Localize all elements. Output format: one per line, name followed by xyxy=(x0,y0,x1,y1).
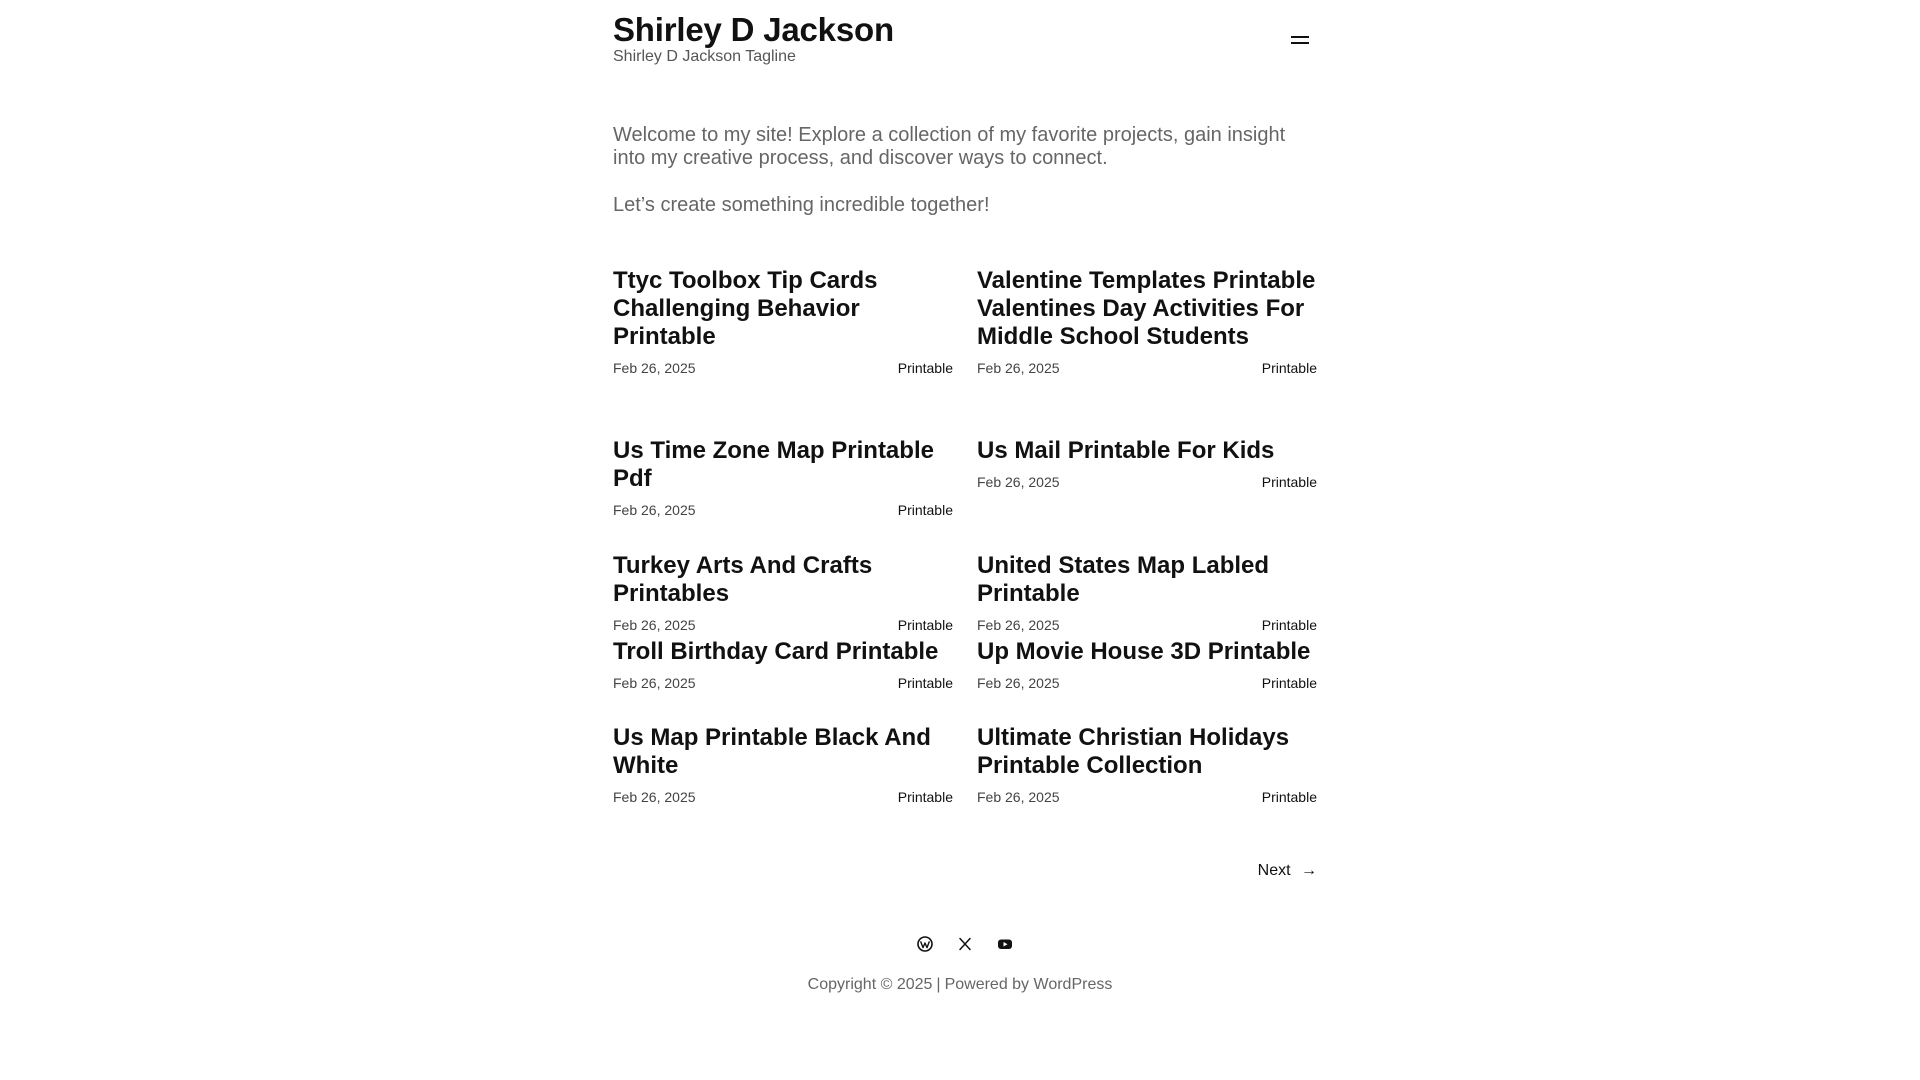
post-title[interactable]: Us Time Zone Map Printable Pdf xyxy=(613,437,934,492)
menu-icon[interactable] xyxy=(1289,32,1313,48)
post-title[interactable]: Turkey Arts And Crafts Printables xyxy=(613,552,873,607)
social-links xyxy=(0,934,1920,954)
post-date: Feb 26, 2025 xyxy=(977,675,1060,691)
intro-paragraph: Welcome to my site! Explore a collection of my favorite projects, gain insight into my creative process, and discover ways to connect. xyxy=(613,124,1286,169)
x-twitter-icon[interactable] xyxy=(955,934,975,954)
post-meta xyxy=(613,788,953,806)
post-category[interactable]: Printable xyxy=(1261,675,1317,691)
post-meta xyxy=(613,359,953,377)
post-title[interactable]: United States Map Labled Printable xyxy=(977,552,1270,607)
post-card xyxy=(613,552,953,634)
post-meta xyxy=(977,473,1317,491)
post-title[interactable]: Valentine Templates Printable Valentines Day Activities For Middle School Students xyxy=(977,267,1316,350)
copyright-text: Copyright © 2025 xyxy=(807,976,933,993)
post-title[interactable]: Us Mail Printable For Kids xyxy=(977,437,1275,464)
post-category[interactable]: Printable xyxy=(897,360,953,376)
post-date: Feb 26, 2025 xyxy=(977,474,1060,490)
intro-paragraph: Let’s create something incredible together! xyxy=(613,194,990,216)
post-date: Feb 26, 2025 xyxy=(977,617,1060,633)
post-category[interactable]: Printable xyxy=(1261,789,1317,805)
post-card xyxy=(977,552,1317,634)
post-date: Feb 26, 2025 xyxy=(977,789,1060,805)
footer-separator: | xyxy=(936,976,941,993)
post-category[interactable]: Printable xyxy=(897,789,953,805)
post-meta xyxy=(613,616,953,634)
powered-by-link[interactable]: Powered by WordPress xyxy=(944,976,1113,993)
post-meta xyxy=(977,674,1317,692)
post-date: Feb 26, 2025 xyxy=(613,675,696,691)
post-title[interactable]: Ttyc Toolbox Tip Cards Challenging Behavior Printable xyxy=(613,267,878,350)
post-category[interactable]: Printable xyxy=(897,502,953,518)
wordpress-icon[interactable] xyxy=(915,934,935,954)
post-title[interactable]: Us Map Printable Black And White xyxy=(613,724,931,779)
post-meta xyxy=(613,501,953,519)
post-meta xyxy=(977,788,1317,806)
post-date: Feb 26, 2025 xyxy=(613,502,696,518)
site-tagline: Shirley D Jackson Tagline xyxy=(613,48,796,65)
arrow-right-icon: → xyxy=(1301,862,1317,879)
post-card xyxy=(613,638,953,692)
post-title[interactable]: Troll Birthday Card Printable xyxy=(613,638,939,665)
post-date: Feb 26, 2025 xyxy=(613,617,696,633)
next-label: Next xyxy=(1257,862,1291,879)
post-card xyxy=(977,267,1317,377)
intro-section xyxy=(613,124,1317,217)
post-category[interactable]: Printable xyxy=(897,675,953,691)
next-page-link[interactable] xyxy=(1200,862,1317,880)
post-card xyxy=(977,638,1317,692)
post-meta xyxy=(613,674,953,692)
post-card xyxy=(977,724,1317,806)
post-date: Feb 26, 2025 xyxy=(613,360,696,376)
post-meta xyxy=(977,359,1317,377)
site-header xyxy=(613,10,1317,70)
post-category[interactable]: Printable xyxy=(1261,474,1317,490)
post-date: Feb 26, 2025 xyxy=(613,789,696,805)
post-category[interactable]: Printable xyxy=(1261,617,1317,633)
post-category[interactable]: Printable xyxy=(1261,360,1317,376)
post-category[interactable]: Printable xyxy=(897,617,953,633)
post-card xyxy=(613,724,953,806)
post-meta xyxy=(977,616,1317,634)
site-footer xyxy=(0,976,1920,994)
post-title[interactable]: Up Movie House 3D Printable xyxy=(977,638,1311,665)
site-title[interactable]: Shirley D Jackson xyxy=(613,11,894,48)
post-card xyxy=(977,437,1317,491)
youtube-icon[interactable] xyxy=(995,934,1015,954)
post-card xyxy=(613,267,953,377)
post-title[interactable]: Ultimate Christian Holidays Printable Collection xyxy=(977,724,1290,779)
post-card xyxy=(613,437,953,519)
post-date: Feb 26, 2025 xyxy=(977,360,1060,376)
